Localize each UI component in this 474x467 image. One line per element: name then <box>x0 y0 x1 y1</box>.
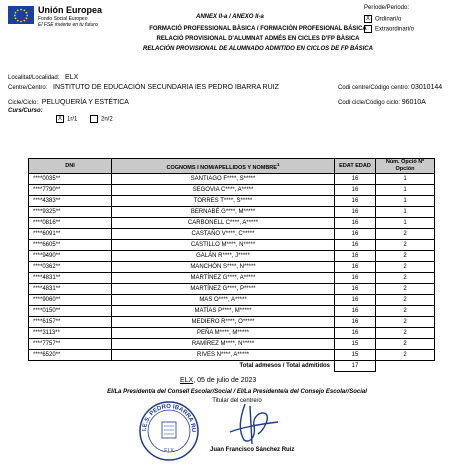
dni-cell: ****4831** <box>29 273 112 284</box>
dni-cell: ****0362** <box>29 262 112 273</box>
option-cell: 2 <box>376 240 435 251</box>
total-value: 17 <box>335 361 376 372</box>
name-cell: MARTÍNEZ G****, A***** <box>112 273 335 284</box>
dni-cell: ****9490** <box>29 251 112 262</box>
table-row <box>29 174 435 185</box>
table-row <box>29 328 435 339</box>
name-cell: MATÍAS P****, M***** <box>112 306 335 317</box>
title-line-1: FORMACIÓ PROFESSIONAL BÀSICA / FORMACIÓN PROFESIONAL BÁSICA <box>149 26 367 32</box>
age-cell: 16 <box>335 295 376 306</box>
table-row <box>29 185 435 196</box>
dni-cell: ****6605** <box>29 240 112 251</box>
name-cell: RIVES N****, A***** <box>112 350 335 361</box>
header-dni: DNI <box>29 159 112 174</box>
option-cell: 2 <box>376 350 435 361</box>
dni-cell: ****0035** <box>29 174 112 185</box>
dni-cell: ****0816** <box>29 218 112 229</box>
option-cell: 1 <box>376 218 435 229</box>
option-cell: 1 <box>376 196 435 207</box>
dni-cell: ****6157** <box>29 317 112 328</box>
curs-label: Curs/Curso: <box>8 108 43 114</box>
option-cell: 2 <box>376 229 435 240</box>
dni-cell: ****0150** <box>29 306 112 317</box>
name-cell: TORRES T****, S***** <box>112 196 335 207</box>
option-cell: 2 <box>376 251 435 262</box>
age-cell: 16 <box>335 196 376 207</box>
option-cell: 1 <box>376 185 435 196</box>
dni-cell: ****9060** <box>29 295 112 306</box>
eu-title: Unión Europea <box>38 5 103 15</box>
name-cell: CARBONELL C****, A***** <box>112 218 335 229</box>
header-option: Núm. Opció Nº Opción <box>376 159 435 174</box>
option-cell: 1 <box>376 207 435 218</box>
name-cell: GALÁN R****, J***** <box>112 251 335 262</box>
svg-text:I.E.S. PEDRO IBARRA RUIZ <box>138 400 196 432</box>
cicle-label: Cicle/Ciclo: <box>8 100 39 106</box>
codi-centre-row <box>338 84 442 91</box>
age-cell: 16 <box>335 240 376 251</box>
localitat-value: ELX <box>65 74 79 81</box>
age-cell: 16 <box>335 306 376 317</box>
option-cell: 2 <box>376 328 435 339</box>
option-cell: 1 <box>376 174 435 185</box>
age-cell: 16 <box>335 174 376 185</box>
place: ELX <box>180 377 194 384</box>
centre-label: Centre/Centro: <box>8 85 48 91</box>
annex-label: ANNEX II-a / ANEXO II-a <box>196 14 264 20</box>
name-cell: RAMÍREZ M****, N***** <box>112 339 335 350</box>
cicle-row <box>8 99 129 106</box>
periode-option-ordinari[interactable]: X Ordinari/o <box>365 16 402 23</box>
admitted-students-table <box>28 158 435 372</box>
checkbox-curs-1[interactable]: X <box>57 116 62 122</box>
option-cell: 2 <box>376 284 435 295</box>
age-cell: 16 <box>335 207 376 218</box>
president-line: El/La President/a del Consell Escolar/Social / El/La Presidente/a del Consejo Escolar/Social <box>107 389 367 395</box>
age-cell: 16 <box>335 328 376 339</box>
table-row <box>29 273 435 284</box>
codi-centre-label: Codi centre/Código centro: <box>338 85 410 91</box>
dni-cell: ****4383** <box>29 196 112 207</box>
name-cell: PEÑA M****, M***** <box>112 328 335 339</box>
table-row <box>29 262 435 273</box>
checkbox-ordinari[interactable]: X <box>365 16 370 22</box>
name-cell: CASTILLO M****, N***** <box>112 240 335 251</box>
table-row <box>29 251 435 262</box>
table-row <box>29 218 435 229</box>
title-line-3: RELACIÓN PROVISIONAL DE ALUMNADO ADMITIDO EN CICLOS DE FP BÁSICA <box>143 46 373 52</box>
name-cell: SANTIAGO F****, S***** <box>112 174 335 185</box>
eu-flag-icon <box>8 6 34 24</box>
dni-cell: ****4831** <box>29 284 112 295</box>
table-row <box>29 284 435 295</box>
option-cell: 2 <box>376 339 435 350</box>
option-cell: 2 <box>376 317 435 328</box>
dni-cell: ****6520** <box>29 350 112 361</box>
dni-cell: ****6091** <box>29 229 112 240</box>
age-cell: 16 <box>335 185 376 196</box>
codi-centre-value: 03010144 <box>411 84 443 91</box>
name-cell: SEGOVIA C****, A***** <box>112 185 335 196</box>
place-date <box>180 377 256 384</box>
signer-name: Juan Francisco Sánchez Ruiz <box>210 447 295 453</box>
titular-line: Titular del centre/o <box>212 398 262 404</box>
localitat-row <box>8 74 78 81</box>
title-line-2: RELACIÓ PROVISIONAL D'ALUMNAT ADMÉS EN CICLES D'FP BÀSICA <box>156 36 360 42</box>
age-cell: 16 <box>335 284 376 295</box>
dni-cell: ****3113** <box>29 328 112 339</box>
table-row <box>29 229 435 240</box>
name-cell: CASTAÑO V****, C***** <box>112 229 335 240</box>
codi-cicle-row <box>338 99 426 106</box>
name-cell: BERNABÉ G****, M***** <box>112 207 335 218</box>
age-cell: 15 <box>335 339 376 350</box>
table-row <box>29 207 435 218</box>
table-body <box>29 174 435 361</box>
name-cell: MEDIERO R****, O***** <box>112 317 335 328</box>
checkbox-extraordinari[interactable] <box>364 25 372 33</box>
table-row <box>29 196 435 207</box>
periode-option-extraordinari[interactable]: Extraordinari/o <box>364 25 414 33</box>
localitat-label: Localitat/Localidad: <box>8 75 60 81</box>
table-row <box>29 339 435 350</box>
table-row <box>29 295 435 306</box>
option-cell: 2 <box>376 295 435 306</box>
option-cell: 2 <box>376 306 435 317</box>
age-cell: 16 <box>335 273 376 284</box>
eu-slogan: El FSE invierte en tu futuro <box>38 22 98 28</box>
option-cell: 2 <box>376 262 435 273</box>
curs-option-2[interactable]: 2n/2 <box>90 115 113 123</box>
option-cell: 2 <box>376 273 435 284</box>
table-row <box>29 317 435 328</box>
centre-value: INSTITUTO DE EDUCACIÓN SECUNDARIA IES PEDRO IBARRA RUIZ <box>53 84 279 91</box>
signature-icon <box>210 400 290 448</box>
stamp-text: I.E.S. PEDRO IBARRA RU <box>141 403 197 433</box>
age-cell: 16 <box>335 262 376 273</box>
codi-cicle-value: 96010A <box>401 99 426 106</box>
date: , 05 de julio de 2023 <box>193 377 257 384</box>
header-name: COGNOMS I NOM/APELLIDOS Y NOMBRE$^1$ <box>112 159 335 174</box>
codi-cicle-label: Codi cicle/Código ciclo: <box>338 100 401 106</box>
table-row <box>29 350 435 361</box>
checkbox-curs-2[interactable] <box>90 115 98 123</box>
eu-subtitle: Fondo Social Europeo <box>38 16 88 22</box>
name-cell: MARTÍNEZ G****, P***** <box>112 284 335 295</box>
periode-label: Període/Periodo: <box>364 5 410 11</box>
table-row <box>29 306 435 317</box>
cicle-value: PELUQUERÍA Y ESTÉTICA <box>41 99 129 106</box>
age-cell: 15 <box>335 350 376 361</box>
centre-row <box>8 84 279 91</box>
dni-cell: ****7790** <box>29 185 112 196</box>
total-label: Total admesos / Total admitidos <box>239 362 330 369</box>
age-cell: 16 <box>335 317 376 328</box>
name-cell: MANCHÓN S****, N***** <box>112 262 335 273</box>
age-cell: 16 <box>335 251 376 262</box>
age-cell: 16 <box>335 218 376 229</box>
name-cell: MAS O****, A***** <box>112 295 335 306</box>
dni-cell: ****9325** <box>29 207 112 218</box>
stamp-city: ELX <box>164 448 174 454</box>
age-cell: 16 <box>335 229 376 240</box>
dni-cell: ****7757** <box>29 339 112 350</box>
header-age: EDAT EDAD <box>335 159 376 174</box>
curs-option-1[interactable]: X 1r/1 <box>57 116 78 123</box>
table-row <box>29 240 435 251</box>
school-stamp <box>138 400 200 462</box>
